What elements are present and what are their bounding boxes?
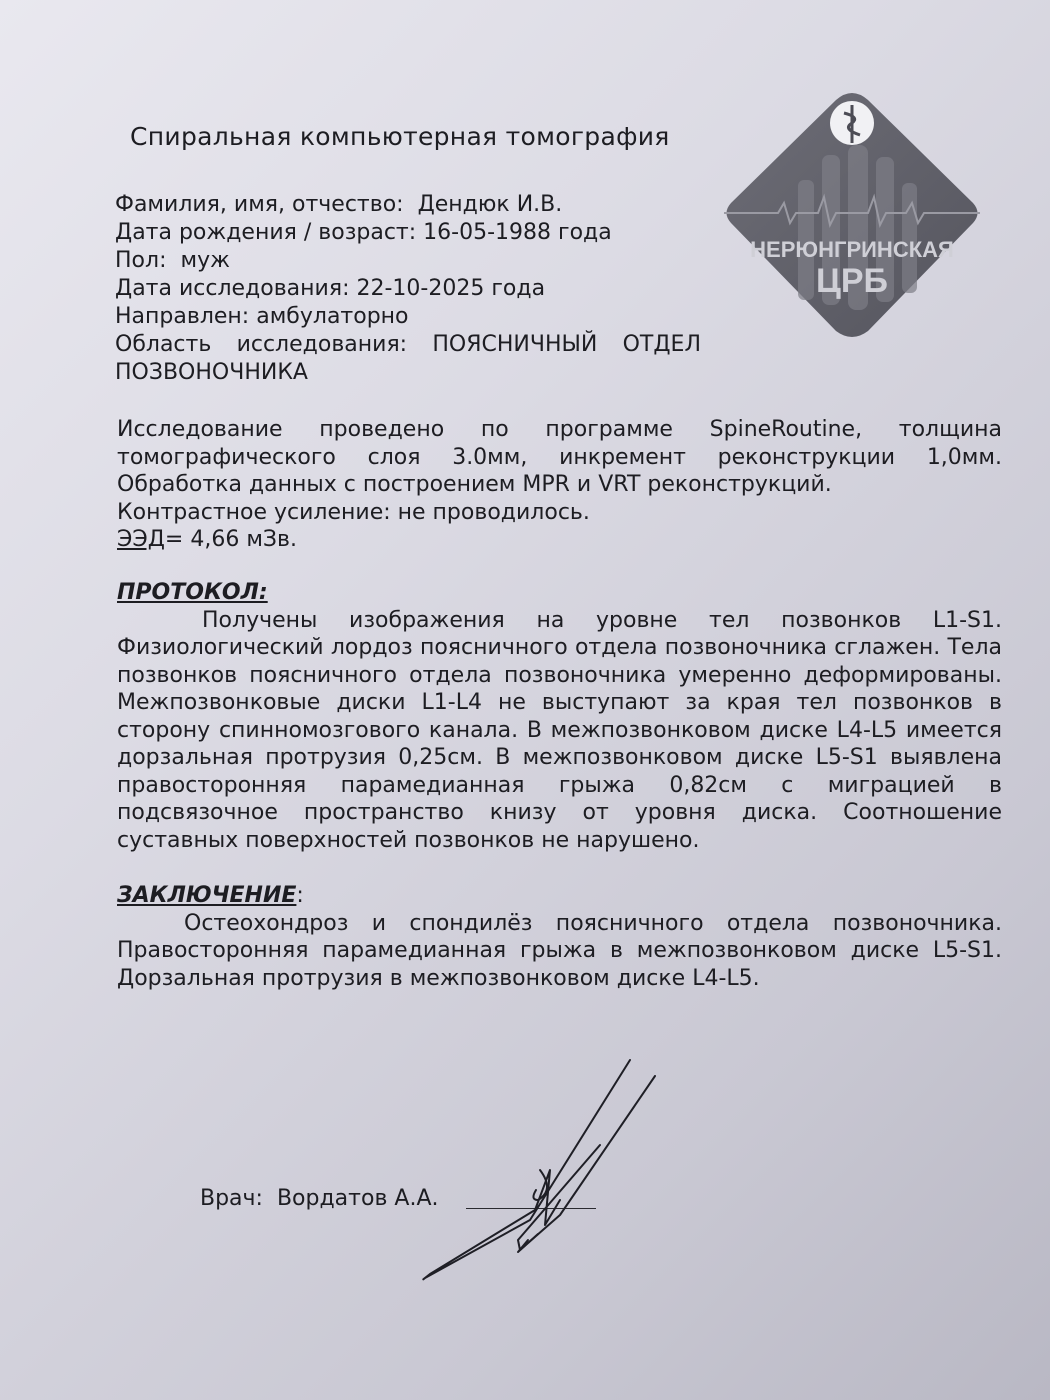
sex-value: муж — [180, 248, 230, 273]
region-value-word2: ОТДЕЛ — [622, 332, 701, 357]
region-label-word1: Область — [115, 332, 212, 357]
conclusion-section — [117, 882, 1002, 992]
doctor-label: Врач: — [200, 1186, 263, 1211]
handwritten-signature — [410, 1050, 670, 1290]
protocol-heading: ПРОТОКОЛ: — [117, 580, 268, 605]
dose-label: ЭЭД — [117, 527, 165, 552]
field-name — [115, 191, 715, 219]
study-date-label: Дата исследования: — [115, 276, 350, 301]
sex-label: Пол: — [115, 248, 167, 273]
method-line-3: Обработка данных с построением MPR и VRT реконструкций. — [117, 472, 832, 497]
conclusion-text: Остеохондроз и спондилёз поясничного отдела позвоночника. Правосторонняя парамедианная грыжа в межпозвонковом диске L5-S1. Дорзальная протрузия в межпозвонковом диске L4-L5. — [117, 910, 1002, 991]
doctor-signature-line — [200, 1186, 438, 1211]
field-study-date — [115, 275, 715, 303]
protocol-text: Получены изображения на уровне тел позвонков L1-S1. Физиологический лордоз поясничного отдела позвоночника сглажен. Тела позвонков поясничного отдела позвоночника умеренно деформированы. Межпозвонковые диски L1-L4 не выступают за края тел позвонков в сторону спинномозгового канала. В межпозвонковом диске L4-L5 имеется дорзальная протрузия 0,25см. В межпозвонковом диске L5-S1 выявлена правосторонняя парамедианная грыжа 0,82см с миграцией в подсвязочное пространство книзу от уровня диска. Соотношение суставных поверхностей позвонков не нарушено. — [117, 607, 1002, 853]
doctor-name: Вордатов А.А. — [276, 1186, 439, 1211]
name-label: Фамилия, имя, отчество: — [115, 192, 404, 217]
patient-info — [115, 191, 715, 387]
field-birth — [115, 219, 715, 247]
study-date-value: 22-10-2025 года — [356, 276, 546, 301]
region-value-word1: ПОЯСНИЧНЫЙ — [432, 332, 598, 357]
conclusion-heading-line — [117, 882, 1002, 910]
birth-value: 16-05-1988 года — [423, 220, 612, 245]
stamp-text-line2: ЦРБ — [816, 262, 888, 300]
method-line-1: Исследование проведено по программе SpineRoutine, толщина — [117, 417, 1002, 442]
field-referral — [115, 303, 715, 331]
dose-line — [117, 526, 1002, 554]
hospital-logo-stamp — [718, 85, 986, 345]
stamp-text-line1: НЕРЮНГРИНСКАЯ — [750, 237, 954, 262]
dose-value: = 4,66 мЗв. — [164, 527, 297, 552]
method-section — [117, 416, 1002, 554]
field-sex — [115, 247, 715, 275]
region-label-word2: исследования: — [236, 332, 408, 357]
document-title: Спиральная компьютерная томография — [130, 122, 670, 151]
region-value-continued: ПОЗВОНОЧНИКА — [115, 360, 308, 385]
contrast-line: Контрастное усиление: не проводилось. — [117, 499, 590, 525]
field-region — [115, 331, 701, 359]
birth-label: Дата рождения / возраст: — [115, 220, 417, 245]
protocol-section — [117, 579, 1002, 854]
name-value: Дендюк И.В. — [417, 192, 563, 217]
conclusion-colon: : — [296, 883, 304, 908]
method-line-2: томографического слоя 3.0мм, инкремент реконструкции 1,0мм. — [117, 444, 1002, 470]
referral-value: амбулаторно — [256, 304, 409, 329]
referral-label: Направлен: — [115, 304, 250, 329]
conclusion-heading: ЗАКЛЮЧЕНИЕ — [117, 883, 297, 908]
